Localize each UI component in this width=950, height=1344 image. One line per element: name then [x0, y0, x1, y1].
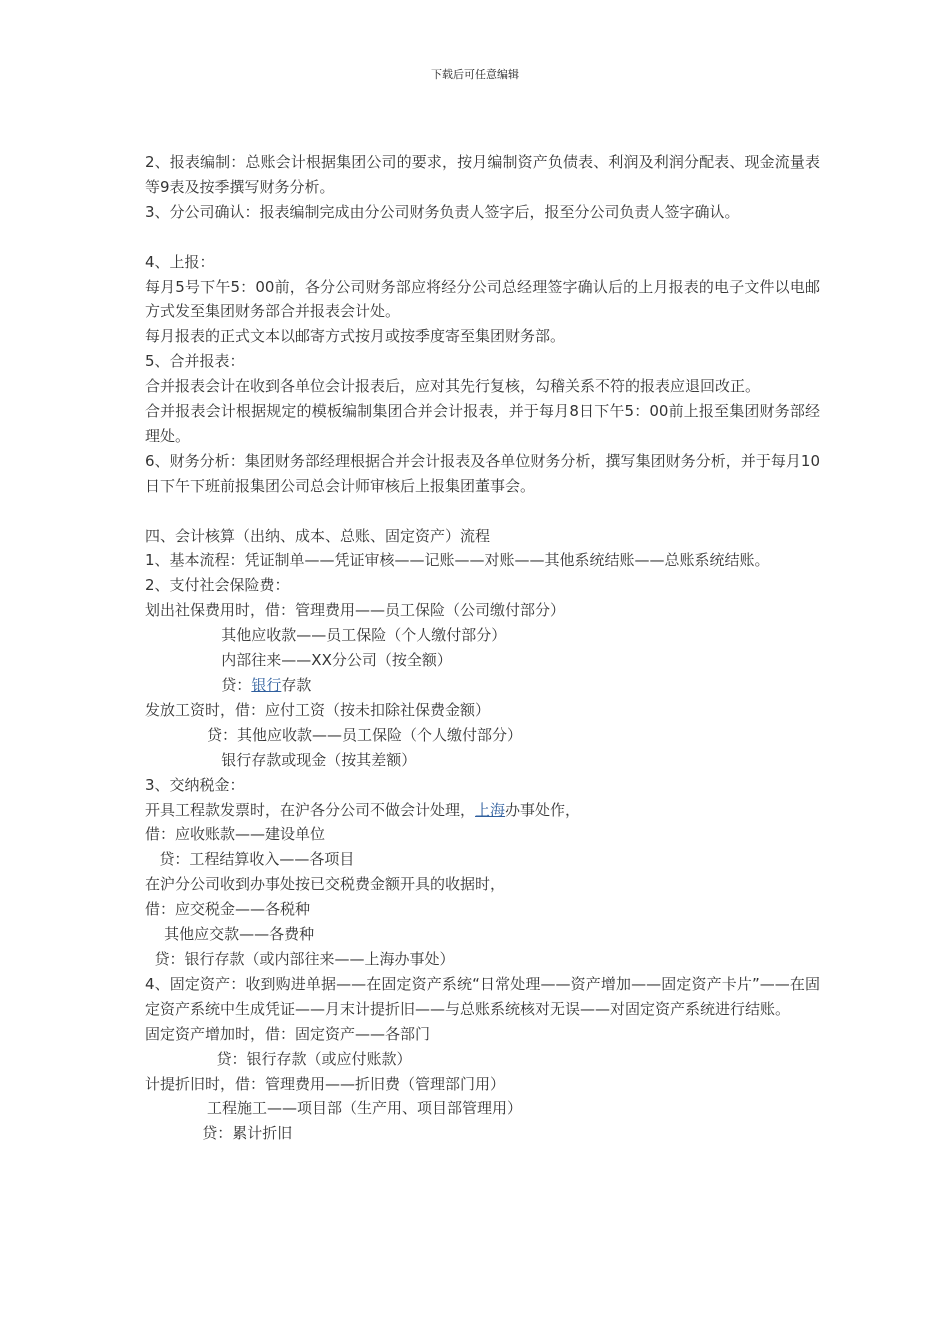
entry-line: 内部往来——XX分公司（按全额） [145, 651, 452, 670]
paragraph-report-compilation: 2、报表编制：总账会计根据集团公司的要求，按月编制资产负债表、利润及利润分配表、现金流量表等9表及按季撰写财务分析。 [145, 153, 820, 196]
heading-consolidated-report: 5、合并报表： [145, 352, 245, 371]
section-heading-accounting-process: 四、会计核算（出纳、成本、总账、固定资产）流程 [145, 526, 491, 545]
bank-link[interactable]: 银行 [251, 676, 282, 694]
entry-line: 工程施工——项目部（生产用、项目部管理用） [145, 1099, 523, 1118]
entry-line: 其他应交款——各费种 [145, 925, 315, 944]
entry-text: 开具工程款发票时，在沪各分公司不做会计处理， [145, 800, 476, 819]
paragraph-financial-analysis: 6、财务分析：集团财务部经理根据合并会计报表及各单位财务分析，撰写集团财务分析，并于每月10日下午下班前报集团公司总会计师审核后上报集团董事会。 [145, 451, 820, 495]
entry-line [145, 673, 820, 698]
paragraph-branch-confirmation: 3、分公司确认：报表编制完成由分公司财务负责人签字后，报至分公司负责人签字确认。 [145, 202, 740, 221]
paragraph-consolidation-deadline: 合并报表会计根据规定的模板编制集团合并会计报表，并于每月8日下午5：00前上报至集团财务部经理处。 [145, 402, 820, 445]
entry-line: 划出社保费用时，借：管理费用——员工保险（公司缴付部分） [145, 601, 566, 620]
shanghai-link[interactable]: 上海 [475, 800, 506, 819]
heading-social-insurance: 2、支付社会保险费： [145, 576, 290, 595]
page-header: 下载后可任意编辑 [431, 68, 519, 81]
document-body [145, 150, 820, 1146]
entry-text: 存款 [281, 676, 312, 694]
entry-line: 计提折旧时，借：管理费用——折旧费（管理部门用） [145, 1074, 506, 1093]
entry-line: 贷：其他应收款——员工保险（个人缴付部分） [145, 725, 523, 744]
entry-line: 贷：累计折旧 [145, 1124, 293, 1143]
entry-line: 贷：工程结算收入——各项目 [145, 850, 355, 869]
paragraph-review: 合并报表会计在收到各单位会计报表后，应对其先行复核，勾稽关系不符的报表应退回改正。 [145, 377, 761, 396]
entry-line: 发放工资时，借：应付工资（按未扣除社保费金额） [145, 700, 491, 719]
entry-line: 在沪分公司收到办事处按已交税费金额开具的收据时， [145, 875, 506, 894]
paragraph-basic-process: 1、基本流程：凭证制单——凭证审核——记账——对账——其他系统结账——总账系统结账。 [145, 551, 770, 570]
entry-line: 银行存款或现金（按其差额） [145, 750, 417, 769]
entry-line: 借：应收账款——建设单位 [145, 825, 326, 844]
heading-report-submission: 4、上报： [145, 252, 215, 271]
heading-tax-payment: 3、交纳税金： [145, 775, 245, 794]
paragraph-monthly-deadline: 每月5号下午5：00前，各分公司财务部应将经分公司总经理签字确认后的上月报表的电子文件以电邮方式发至集团财务部合并报表会计处。 [145, 277, 820, 321]
entry-text: 贷： [145, 676, 252, 694]
entry-text: 办事处作， [505, 800, 581, 819]
entry-line: 贷：银行存款（或内部往来——上海办事处） [145, 949, 455, 968]
entry-line [145, 798, 820, 823]
entry-line: 固定资产增加时，借：固定资产——各部门 [145, 1024, 431, 1043]
paragraph-formal-text: 每月报表的正式文本以邮寄方式按月或按季度寄至集团财务部。 [145, 327, 566, 346]
blank-line [145, 225, 820, 250]
entry-line: 借：应交税金——各税种 [145, 900, 311, 919]
blank-line [145, 499, 820, 524]
paragraph-fixed-assets: 4、固定资产：收到购进单据——在固定资产系统“日常处理——资产增加——固定资产卡片”——在固定资产系统中生成凭证——月末计提折旧——与总账系统核对无误——对固定资产系统进行结账。 [145, 974, 820, 1018]
entry-line: 贷：银行存款（或应付账款） [145, 1049, 412, 1068]
entry-line: 其他应收款——员工保险（个人缴付部分） [145, 626, 507, 645]
